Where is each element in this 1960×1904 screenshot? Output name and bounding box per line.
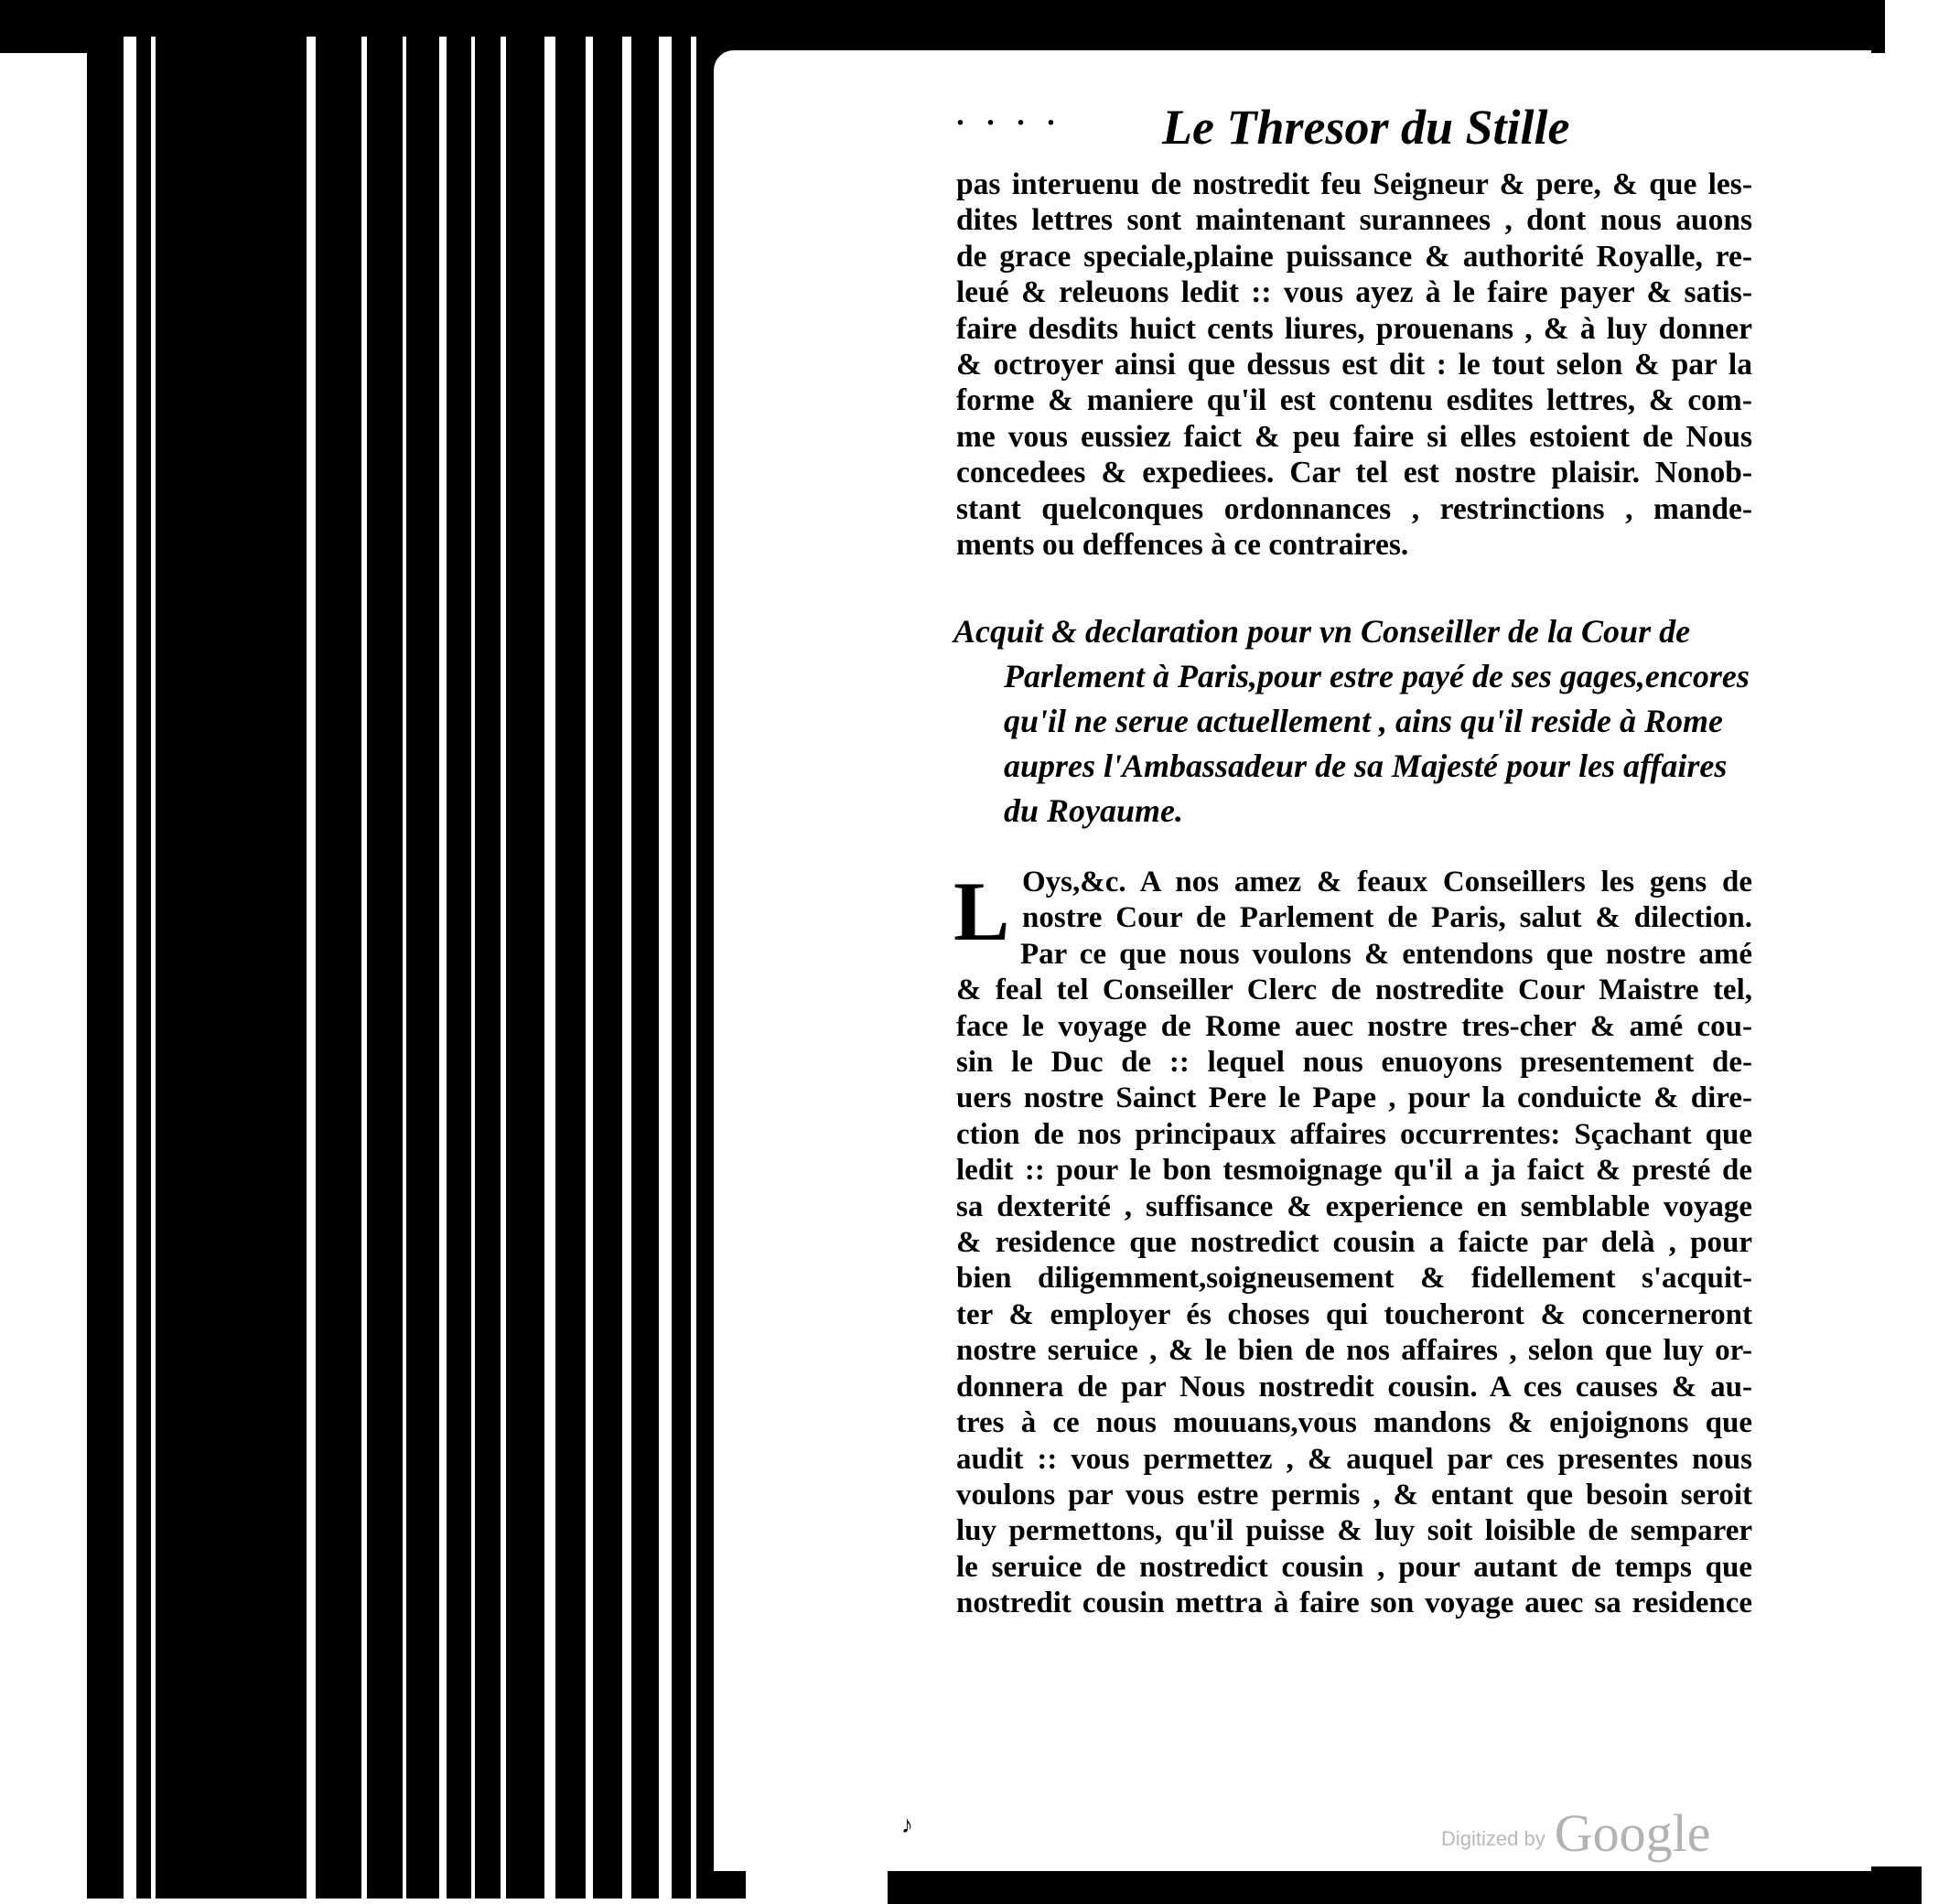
text-line: donnera de par Nous nostredit cousin. A ces causes & au- <box>956 1370 1752 1404</box>
text-line: concedees & expediees. Car tel est nostre plaisir. Nonob- <box>956 456 1752 490</box>
text-line: forme & maniere qu'il est contenu esdites lettres, & com- <box>956 383 1752 418</box>
running-header <box>956 99 1570 156</box>
text-line: me vous eussiez faict & peu faire si elles estoient de Nous <box>956 419 1752 454</box>
text-line: face le voyage de Rome auec nostre tres-cher & amé cou- <box>956 1009 1752 1043</box>
text-line: luy permettons, qu'il puisse & luy soit loisible de semparer <box>956 1514 1752 1548</box>
text-line: le seruice de nostredict cousin , pour autant de temps que <box>956 1550 1752 1584</box>
text-line: dites lettres sont maintenant surannees , dont nous auons <box>956 203 1752 238</box>
text-line: ter & employer és choses qui toucheront & concerneront <box>956 1297 1752 1331</box>
book-page-edges <box>87 37 746 1899</box>
title-line: aupres l'Ambassadeur de sa Majesté pour les affaires <box>1004 748 1728 784</box>
text-line: ledit :: pour le bon tesmoignage qu'il a ja faict & presté de <box>956 1154 1752 1188</box>
letter-body <box>956 865 1752 1622</box>
text-line: audit :: vous permettez , & auquel par ces presentes nous <box>956 1442 1752 1476</box>
text-line: leué & releuons ledit :: vous ayez à le faire payer & satis- <box>956 275 1752 310</box>
text-line: bien diligemment,soigneusement & fidellement s'acquit- <box>956 1262 1752 1296</box>
text-line: voulons par vous estre permis , & entant que besoin seroit <box>956 1478 1752 1511</box>
text-line: tres à ce nous mouuans,vous mandons & enjoignons que <box>956 1406 1752 1440</box>
title-line: Parlement à Paris,pour estre payé de ses gages,encores <box>1004 658 1750 694</box>
text-line: faire desdits huict cents liures, prouenans , & à luy donner <box>956 311 1752 346</box>
text-line: nostre Cour de Parlement de Paris, salut & dilection. <box>1022 901 1752 935</box>
paragraph-continuation <box>956 167 1752 563</box>
title-line: Acquit & declaration pour vn Conseiller de la Cour de <box>953 613 1691 650</box>
text-line: ction de nos principaux affaires occurrentes: Sçachant que <box>956 1117 1752 1151</box>
text-line: & octroyer ainsi que dessus est dit : le tout selon & par la <box>956 348 1752 382</box>
digitized-label: Digitized by <box>1441 1827 1545 1850</box>
text-line: Oys,&c. A nos amez & feaux Conseillers les gens de <box>1022 866 1752 898</box>
drop-cap: L <box>953 865 1010 958</box>
google-logo: Google <box>1554 1803 1711 1863</box>
text-line: stant quelconques ordonnances , restrinctions , mande- <box>956 491 1752 526</box>
header-ornament: · · · · <box>956 106 1062 140</box>
text-line: de grace speciale,plaine puissance & authorité Royalle, re- <box>956 239 1752 274</box>
margin-mark: ♪ <box>901 1812 913 1838</box>
text-line: uers nostre Sainct Pere le Pape , pour la conduicte & dire- <box>956 1081 1752 1115</box>
text-line: nostre seruice , & le bien de nos affaires , selon que luy or- <box>956 1334 1752 1368</box>
text-line: nostredit cousin mettra à faire son voyage auec sa residence <box>956 1587 1752 1620</box>
section-title <box>953 609 1754 834</box>
text-line: & residence que nostredict cousin a faicte par delà , pour <box>956 1226 1752 1260</box>
title-line: qu'il ne serue actuellement , ains qu'il reside à Rome <box>1004 703 1724 739</box>
title-line: du Royaume. <box>1004 792 1184 829</box>
header-title: Le Thresor du Stille <box>1162 100 1570 155</box>
text-line: sin le Duc de :: lequel nous enuoyons presentement de- <box>956 1046 1752 1080</box>
scan-bottom-border <box>888 1866 1922 1904</box>
text-line: ments ou deffences à ce contraires. <box>956 528 1409 563</box>
text-line: Par ce que nous voulons & entendons que nostre amé <box>1020 937 1752 971</box>
text-line: sa dexterité , suffisance & experience en semblable voyage <box>956 1189 1752 1223</box>
text-line: pas interuenu de nostredit feu Seigneur & pere, & que les- <box>956 167 1752 201</box>
digitized-watermark <box>1441 1802 1710 1864</box>
text-line: & feal tel Conseiller Clerc de nostredite Cour Maistre tel, <box>956 974 1752 1007</box>
